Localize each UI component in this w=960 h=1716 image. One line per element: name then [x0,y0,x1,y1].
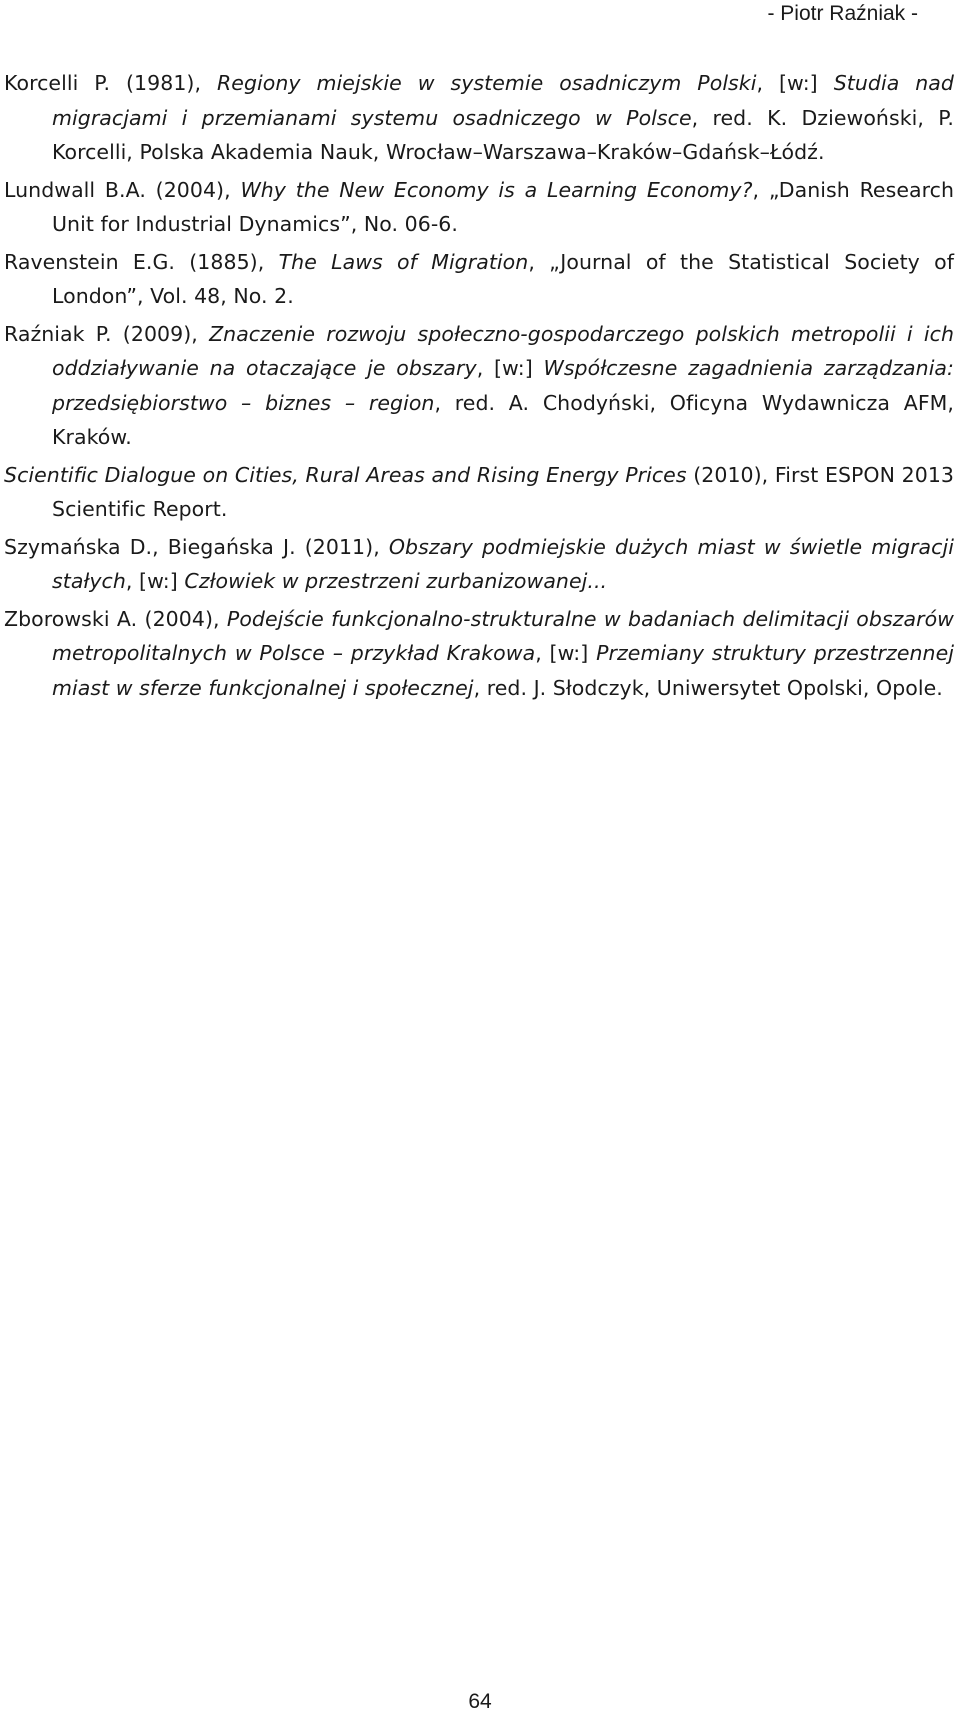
ref-text: , „Danish Research Unit for Industrial Dynamics”, No. 06-6. [52,177,954,236]
ref-text: Zborowski A. (2004), [4,606,227,631]
ref-text: Korcelli P. (1981), [4,71,217,95]
ref-title: The Laws of Migration [278,249,529,274]
ref-text: , [w:] [535,641,597,665]
ref-title: Scientific Dialogue on Cities, Rural Areas and Rising Energy Prices [4,462,687,487]
reference-entry-korcelli [4,66,954,170]
ref-text: Szymańska D., Biegańska J. (2011), [4,534,389,559]
ref-text: Lundwall B.A. (2004), [4,177,241,202]
reference-entry-razniak [4,317,954,455]
running-header: - Piotr Raźniak - [767,2,918,25]
reference-entry-zborowski [4,602,954,706]
ref-title: Obszary podmiejskie dużych miast w świetle migracji stałych [52,534,954,593]
ref-text: , „Journal of the Statistical Society of London”, Vol. 48, No. 2. [52,249,954,308]
ref-title: Podejście funkcjonalno-strukturalne w badaniach delimitacji obszarów metropolitalnych w Polsce – przykład Krakowa [52,606,954,665]
reference-entry-ravenstein [4,245,954,314]
ref-text: , red. J. Słodczyk, Uniwersytet Opolski, Opole. [473,675,943,700]
ref-text: Raźniak P. (2009), [4,321,210,346]
ref-text: Ravenstein E.G. (1885), [4,249,279,274]
ref-text: , red. K. Dziewoński, P. Korcelli, Polska Akademia Nauk, Wrocław–Warszawa–Kraków–Gdańsk–Łódź. [52,105,954,164]
reference-entry-espon [4,458,954,527]
reference-entry-lundwall [4,173,954,242]
ref-text: , red. A. Chodyński, Oficyna Wydawnicza AFM, Kraków. [52,390,954,449]
ref-source-title: Przemiany struktury przestrzennej miast w sferze funkcjonalnej i społecznej [52,641,954,700]
ref-source-title: Człowiek w przestrzeni zurbanizowanej... [184,569,608,593]
page-number: 64 [468,1690,492,1713]
reference-list [4,66,954,708]
ref-text: (2010), First ESPON 2013 Scientific Report. [52,462,955,521]
ref-text: , [w:] [756,71,834,95]
ref-source-title: Współczesne zagadnienia zarządzania: przedsiębiorstwo – biznes – region [52,356,955,415]
ref-title: Regiony miejskie w systemie osadniczym Polski [216,71,757,95]
ref-text: , [w:] [125,569,185,593]
ref-text: , [w:] [476,356,544,380]
ref-title: Why the New Economy is a Learning Economy? [240,177,753,202]
ref-source-title: Studia nad migracjami i przemianami systemu osadniczego w Polsce [52,71,954,130]
reference-entry-szymanska [4,530,954,599]
ref-title: Znaczenie rozwoju społeczno-gospodarczego polskich metropolii i ich oddziaływanie na otaczające je obszary [52,321,955,380]
